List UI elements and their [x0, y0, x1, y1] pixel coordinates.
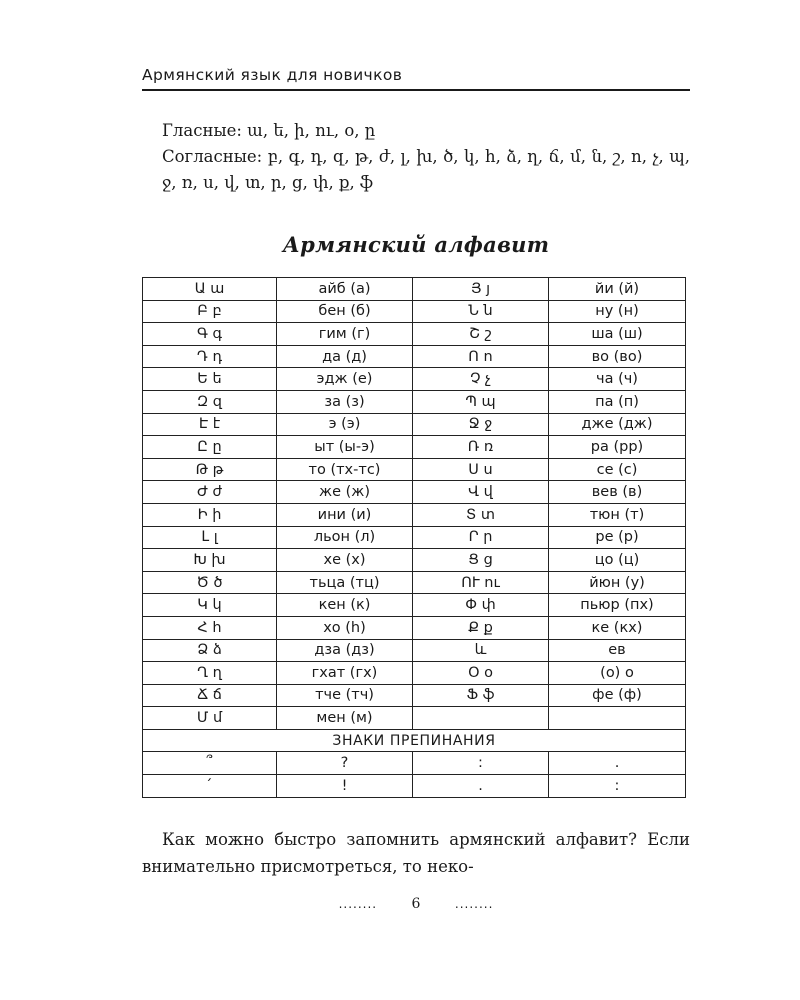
cell-letter-left: Ա ա [143, 278, 277, 301]
cell-name-left: за (з) [277, 390, 413, 413]
cell-name-left: хо (h) [277, 616, 413, 639]
punctuation-cell: ? [277, 752, 413, 775]
body-paragraph [142, 826, 690, 880]
page-number: 6 [411, 896, 421, 912]
alphabet-table [142, 277, 686, 798]
cell-letter-right [413, 707, 549, 730]
cell-letter-right: Վ վ [413, 481, 549, 504]
cell-name-right [549, 707, 686, 730]
alphabet-row [143, 481, 686, 504]
cell-name-left: кен (к) [277, 594, 413, 617]
cell-letter-right: Պ պ [413, 390, 549, 413]
cell-name-left: тьца (тц) [277, 571, 413, 594]
cell-name-left: хе (х) [277, 549, 413, 572]
alphabet-row [143, 368, 686, 391]
alphabet-row [143, 594, 686, 617]
punctuation-cell: : [413, 752, 549, 775]
cell-name-right: ев [549, 639, 686, 662]
cell-name-right: ча (ч) [549, 368, 686, 391]
cell-name-right: ке (кх) [549, 616, 686, 639]
punctuation-header: ЗНАКИ ПРЕПИНАНИЯ [143, 729, 686, 752]
alphabet-row [143, 345, 686, 368]
punctuation-cell: . [549, 752, 686, 775]
cell-letter-right: Ք ք [413, 616, 549, 639]
cell-letter-right: Ց ց [413, 549, 549, 572]
cell-letter-left: Ճ ճ [143, 684, 277, 707]
footer-dots-right: ........ [454, 897, 494, 911]
footer-dots-left: ........ [338, 897, 378, 911]
cell-name-right: пьюр (пх) [549, 594, 686, 617]
cell-name-right: ну (н) [549, 300, 686, 323]
cell-name-right: йюн (у) [549, 571, 686, 594]
running-head: Армянский язык для новичков [142, 66, 403, 84]
punctuation-cell: ՞ [143, 752, 277, 775]
cell-letter-right: Ֆ ֆ [413, 684, 549, 707]
cell-letter-right: ՈՒ ու [413, 571, 549, 594]
alphabet-row [143, 458, 686, 481]
cell-letter-left: Կ կ [143, 594, 277, 617]
punctuation-cell: ! [277, 775, 413, 798]
cell-letter-right: Տ տ [413, 503, 549, 526]
cell-name-right: вев (в) [549, 481, 686, 504]
cell-name-left: дза (дз) [277, 639, 413, 662]
alphabet-row [143, 662, 686, 685]
alphabet-row [143, 278, 686, 301]
alphabet-row [143, 323, 686, 346]
cell-letter-right: և [413, 639, 549, 662]
cell-letter-right: Փ փ [413, 594, 549, 617]
cell-letter-left: Ժ ժ [143, 481, 277, 504]
intro-text [142, 118, 690, 196]
cell-name-right: фе (ф) [549, 684, 686, 707]
cell-letter-left: Զ զ [143, 390, 277, 413]
cell-name-left: гхат (гх) [277, 662, 413, 685]
cell-letter-left: Ի ի [143, 503, 277, 526]
cell-letter-right: Ն ն [413, 300, 549, 323]
cell-name-right: се (с) [549, 458, 686, 481]
cell-letter-right: Ո ո [413, 345, 549, 368]
alphabet-row [143, 503, 686, 526]
cell-name-right: ша (ш) [549, 323, 686, 346]
cell-name-left: тче (тч) [277, 684, 413, 707]
cell-letter-left: Թ թ [143, 458, 277, 481]
punctuation-row [143, 775, 686, 798]
page-footer [142, 896, 690, 912]
alphabet-row [143, 436, 686, 459]
cell-name-right: цо (ц) [549, 549, 686, 572]
cell-name-right: (о) о [549, 662, 686, 685]
body-paragraph-text: Как можно быстро запомнить армянский алфавит? Если внимательно присмотреться, то неко- [142, 830, 690, 876]
cell-name-right: па (п) [549, 390, 686, 413]
cell-name-left: да (д) [277, 345, 413, 368]
cell-name-left: то (тх-тс) [277, 458, 413, 481]
cell-letter-right: Ս ս [413, 458, 549, 481]
cell-name-left: ини (и) [277, 503, 413, 526]
cell-letter-right: Չ չ [413, 368, 549, 391]
cell-name-left: эдж (е) [277, 368, 413, 391]
cell-name-left: э (э) [277, 413, 413, 436]
cell-name-right: во (во) [549, 345, 686, 368]
cell-letter-left: Ը ը [143, 436, 277, 459]
cell-name-right: ре (р) [549, 526, 686, 549]
alphabet-row [143, 300, 686, 323]
cell-name-left: льон (л) [277, 526, 413, 549]
punctuation-header-row [143, 729, 686, 752]
punctuation-cell: . [413, 775, 549, 798]
cell-letter-left: Ծ ծ [143, 571, 277, 594]
cell-letter-right: Ջ ջ [413, 413, 549, 436]
cell-name-right: йи (й) [549, 278, 686, 301]
cell-letter-right: Ռ ռ [413, 436, 549, 459]
cell-letter-left: Գ գ [143, 323, 277, 346]
cell-letter-left: Մ մ [143, 707, 277, 730]
cell-letter-left: Հ հ [143, 616, 277, 639]
cell-letter-left: Դ դ [143, 345, 277, 368]
alphabet-row [143, 390, 686, 413]
cell-name-left: гим (г) [277, 323, 413, 346]
vowels-line: Гласные: ա, ե, ի, ու, o, ը [162, 121, 376, 140]
cell-letter-right: Յ յ [413, 278, 549, 301]
cell-name-right: дже (дж) [549, 413, 686, 436]
cell-name-left: мен (м) [277, 707, 413, 730]
cell-letter-left: Ե ե [143, 368, 277, 391]
alphabet-row [143, 707, 686, 730]
alphabet-row [143, 549, 686, 572]
cell-name-right: тюн (т) [549, 503, 686, 526]
cell-letter-left: Լ լ [143, 526, 277, 549]
cell-letter-left: Բ բ [143, 300, 277, 323]
cell-letter-left: Ղ ղ [143, 662, 277, 685]
alphabet-row [143, 413, 686, 436]
cell-name-left: айб (а) [277, 278, 413, 301]
alphabet-row [143, 571, 686, 594]
cell-name-left: бен (б) [277, 300, 413, 323]
cell-letter-left: Խ խ [143, 549, 277, 572]
cell-name-left: же (ж) [277, 481, 413, 504]
alphabet-row [143, 616, 686, 639]
alphabet-row [143, 639, 686, 662]
alphabet-table-body [143, 278, 686, 798]
punctuation-cell: : [549, 775, 686, 798]
alphabet-row [143, 684, 686, 707]
consonants-line: Согласные: բ, գ, դ, զ, թ, ժ, լ, խ, ծ, կ, հ, ձ, ղ, ճ, մ, ն, շ, ո, չ, պ, ջ, ռ, ս, վ, տ, ր, ց, փ, ք, ֆ [162, 147, 690, 192]
cell-letter-right: Ր ր [413, 526, 549, 549]
punctuation-cell: ՛ [143, 775, 277, 798]
cell-name-right: ра (рр) [549, 436, 686, 459]
header-rule [142, 89, 690, 91]
cell-name-left: ыт (ы-э) [277, 436, 413, 459]
cell-letter-right: Շ շ [413, 323, 549, 346]
cell-letter-right: Օ օ [413, 662, 549, 685]
alphabet-row [143, 526, 686, 549]
cell-letter-left: Է է [143, 413, 277, 436]
cell-letter-left: Ձ ձ [143, 639, 277, 662]
punctuation-row [143, 752, 686, 775]
section-title: Армянский алфавит [282, 232, 550, 257]
